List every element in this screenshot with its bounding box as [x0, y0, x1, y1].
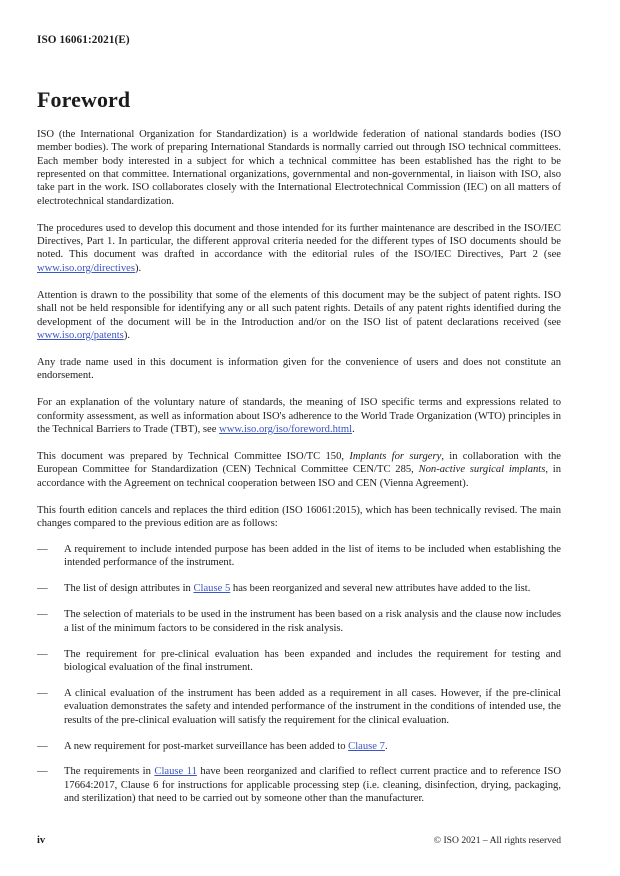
page-number: iv — [37, 835, 46, 846]
em-dash-bullet-icon: — — [37, 648, 48, 660]
em-dash-bullet-icon: — — [37, 740, 48, 752]
em-dash-bullet-icon: — — [37, 543, 48, 555]
link-clause-7[interactable]: Clause 7 — [348, 740, 385, 752]
list-item-text: A requirement to include intended purpose has been added in the list of items to be included when establishing the intended performance of the instrument. — [64, 543, 561, 569]
paragraph-text-tail: . — [352, 424, 355, 436]
link-clause-5[interactable]: Clause 5 — [193, 583, 231, 595]
paragraph-edition-changes-intro — [37, 504, 561, 531]
list-item — [37, 648, 561, 675]
paragraph-text: ISO (the International Organization for Standardization) is a worldwide federation of national standards bodies (ISO member bodies). The work of preparing International Standards is normally carried out through ISO technical committees. Each member body interested in a subject for which a technical committee has been established has the right to be represented on that committee. International organizations, governmental and non-governmental, in liaison with ISO, also take part in the work. ISO collaborates closely with the International Electrotechnical Commission (IEC) on all matters of electrotechnical standardization. — [37, 128, 561, 207]
paragraph-text: Any trade name used in this document is information given for the convenience of users and does not constitute an endorsement. — [37, 356, 561, 382]
list-item-text-tail: has been reorganized and several new attributes have added to the list. — [230, 583, 531, 595]
list-item-text: The selection of materials to be used in the instrument has been based on a risk analysis and the clause now includes a list of the minimum factors to be considered in the risk analysis. — [64, 609, 561, 634]
em-dash-bullet-icon: — — [37, 687, 48, 699]
list-item-text: The requirement for pre-clinical evaluation has been expanded and includes the requirement for testing and biological evaluation of the final instrument. — [64, 648, 561, 673]
paragraph-text-tail: , in accordance with the Agreement on technical cooperation between ISO and CEN (Vienna Agreement). — [37, 464, 561, 489]
paragraph-patent-rights — [37, 289, 561, 343]
paragraph-text-tail: ). — [123, 330, 130, 342]
list-item — [37, 765, 561, 805]
link-iso-directives[interactable]: www.iso.org/directives — [37, 262, 135, 274]
paragraph-text: For an explanation of the voluntary nature of standards, the meaning of ISO specific terms and expressions related to conformity assessment, as well as information about ISO's adherence to the World Trade Organization (WTO) principles in the Technical Barriers to Trade (TBT), see — [37, 397, 561, 436]
paragraph-text: This document was prepared by Technical Committee ISO/TC 150, — [37, 450, 350, 462]
list-item-text: A clinical evaluation of the instrument has been added as a requirement in all cases. However, if the pre-clinical evaluation demonstrates the safety and intended performance of the instrument in the conditions of intended use, the results of the pre-clinical evaluation will satisfy the requirement for the clinical evaluation. — [64, 687, 561, 726]
page-title: Foreword — [37, 87, 131, 112]
em-dash-bullet-icon: — — [37, 583, 48, 595]
link-clause-11[interactable]: Clause 11 — [154, 766, 197, 778]
paragraph-voluntary-nature — [37, 396, 561, 436]
paragraph-scope-iso — [37, 128, 561, 208]
changes-list — [37, 543, 561, 806]
paragraph-text: The procedures used to develop this document and those intended for its further maintenance are described in the ISO/IEC Directives, Part 1. In particular, the different approval criteria needed for the different types of ISO documents should be noted. This document was drafted in accordance with the editorial rules of the ISO/IEC Directives, Part 2 (see — [37, 222, 561, 261]
list-item — [37, 582, 561, 595]
list-item-text-tail: have been reorganized and clarified to reflect current practice and to reference ISO 17664:2017, Clause 6 for instructions for applicable processing step (i.e. cleaning, disinfection, drying, packaging, and sterilization) that need to be carried out by someone other than the manufacturer. — [64, 766, 561, 805]
list-item-text-tail: . — [384, 740, 388, 752]
paragraph-committee — [37, 450, 561, 490]
list-item-text: A new requirement for post-market surveillance has been added to — [64, 740, 349, 752]
running-head: ISO 16061:2021(E) — [37, 34, 130, 46]
em-dash-bullet-icon: — — [37, 609, 48, 621]
list-item-text: The list of design attributes in — [64, 583, 194, 595]
paragraph-trade-name — [37, 356, 561, 383]
committee-title-tc150: Implants for surgery — [349, 450, 442, 462]
link-iso-foreword[interactable]: www.iso.org/iso/foreword.html — [219, 424, 353, 436]
paragraph-procedures — [37, 222, 561, 276]
committee-title-cen285: Non-active surgical implants — [418, 464, 546, 476]
paragraph-text-mid: , in collaboration with the European Committee for Standardization (CEN) Technical Committee CEN/TC 285, — [37, 450, 562, 476]
paragraph-text: This fourth edition cancels and replaces the third edition (ISO 16061:2015), which has been technically revised. The main changes compared to the previous edition are as follows: — [37, 504, 561, 530]
paragraph-text: Attention is drawn to the possibility that some of the elements of this document may be the subject of patent rights. ISO shall not be held responsible for identifying any or all such patent rights. Details of any patent rights identified during the development of the document will be in the Introduction and/or on the ISO list of patent declarations received (see — [37, 289, 561, 328]
list-item — [37, 608, 561, 635]
paragraph-text-tail: ). — [134, 262, 142, 274]
list-item-text: The requirements in — [64, 766, 155, 778]
link-iso-patents[interactable]: www.iso.org/patents — [37, 330, 124, 342]
list-item — [37, 543, 561, 570]
em-dash-bullet-icon: — — [37, 766, 48, 778]
list-item — [37, 740, 561, 753]
list-item — [37, 687, 561, 727]
copyright-notice: © ISO 2021 – All rights reserved — [433, 835, 561, 846]
page-content — [37, 0, 561, 806]
page-footer — [37, 835, 561, 846]
